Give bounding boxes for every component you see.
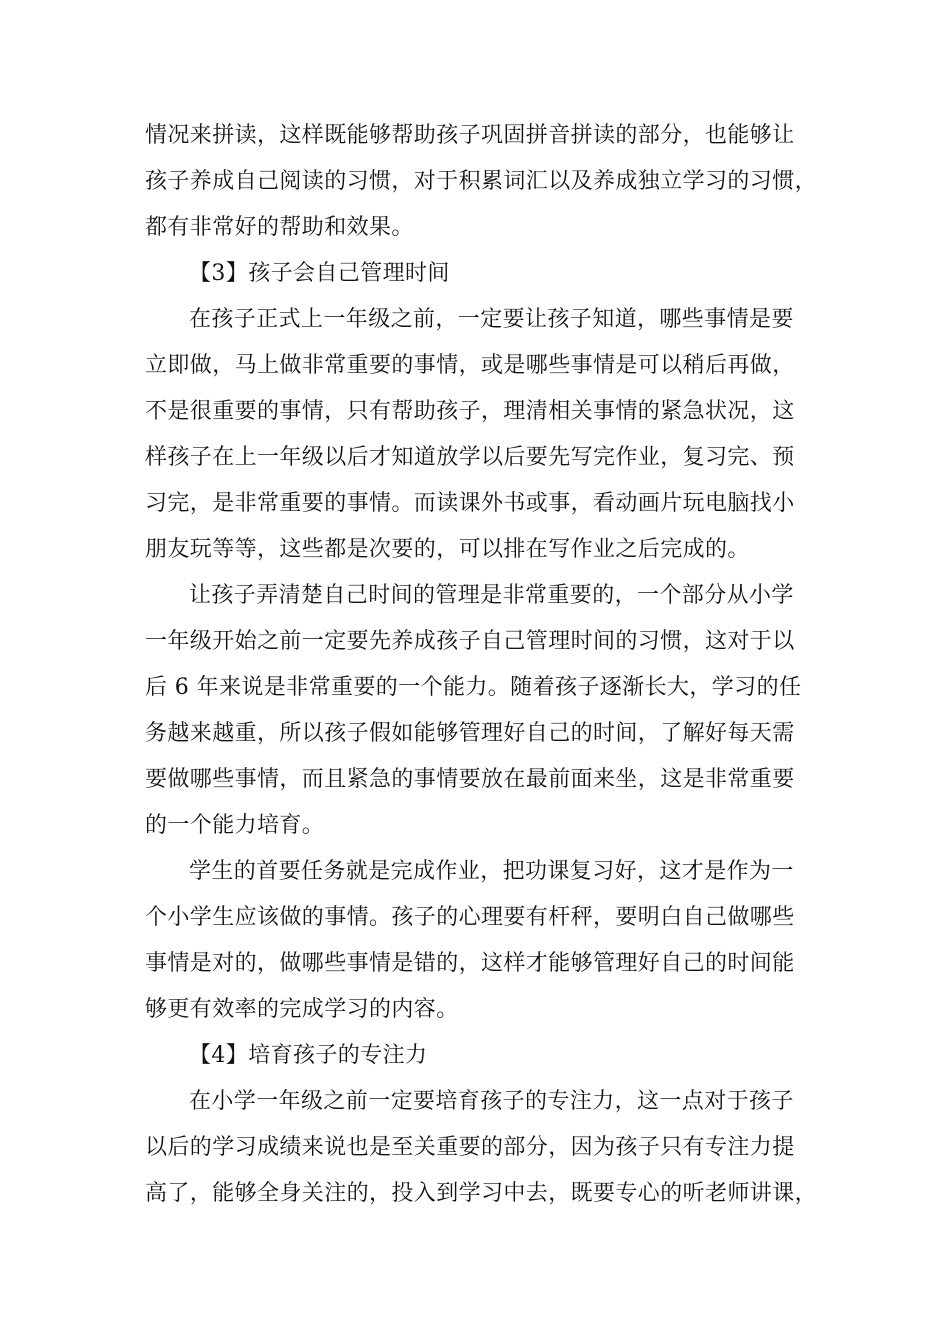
text-line: 让孩子弄清楚自己时间的管理是非常重要的，一个部分从小学 [189, 583, 794, 608]
text-line: 朋友玩等等，这些都是次要的，可以排在写作业之后完成的。 [145, 537, 750, 562]
text-line: 个小学生应该做的事情。孩子的心理要有杆秤，要明白自己做哪些 [145, 905, 795, 930]
section-heading [145, 251, 825, 297]
paragraph [145, 297, 825, 573]
paragraph [145, 113, 825, 251]
section-heading [145, 1033, 825, 1079]
document-page [145, 113, 825, 1217]
text-line: 立即做，马上做非常重要的事情，或是哪些事情是可以稍后再做， [145, 353, 795, 378]
text-line: 孩子养成自己阅读的习惯，对于积累词汇以及养成独立学习的习惯， [145, 169, 818, 194]
text-line: 样孩子在上一年级以后才知道放学以后要先写完作业，复习完、预 [145, 445, 795, 470]
text-line: 都有非常好的帮助和效果。 [145, 215, 414, 240]
section-heading-text: 【4】培育孩子的专注力 [189, 1043, 428, 1068]
text-line: 一年级开始之前一定要先养成孩子自己管理时间的习惯，这对于以 [145, 629, 795, 654]
text-line: 在孩子正式上一年级之前，一定要让孩子知道，哪些事情是要 [189, 307, 794, 332]
text-line: 学生的首要任务就是完成作业，把功课复习好，这才是作为一 [189, 859, 794, 884]
text-line: 的一个能力培育。 [145, 813, 325, 838]
text-line: 习完，是非常重要的事情。而读课外书或事，看动画片玩电脑找小 [145, 491, 795, 516]
paragraph [145, 573, 825, 849]
section-heading-text: 【3】孩子会自己管理时间 [189, 261, 450, 286]
text-line: 后 6 年来说是非常重要的一个能力。随着孩子逐渐长大，学习的任 [145, 675, 802, 700]
text-line: 够更有效率的完成学习的内容。 [145, 997, 459, 1022]
text-line: 不是很重要的事情，只有帮助孩子，理清相关事情的紧急状况，这 [145, 399, 795, 424]
text-line: 要做哪些事情，而且紧急的事情要放在最前面来坐，这是非常重要 [145, 767, 795, 792]
text-line: 高了，能够全身关注的，投入到学习中去，既要专心的听老师讲课， [145, 1181, 818, 1206]
text-line: 事情是对的，做哪些事情是错的，这样才能够管理好自己的时间能 [145, 951, 795, 976]
text-line: 情况来拼读，这样既能够帮助孩子巩固拼音拼读的部分，也能够让 [145, 123, 795, 148]
paragraph [145, 1079, 825, 1217]
text-line: 务越来越重，所以孩子假如能够管理好自己的时间，了解好每天需 [145, 721, 795, 746]
text-line: 以后的学习成绩来说也是至关重要的部分，因为孩子只有专注力提 [145, 1135, 795, 1160]
paragraph [145, 849, 825, 1033]
text-line: 在小学一年级之前一定要培育孩子的专注力，这一点对于孩子 [189, 1089, 794, 1114]
